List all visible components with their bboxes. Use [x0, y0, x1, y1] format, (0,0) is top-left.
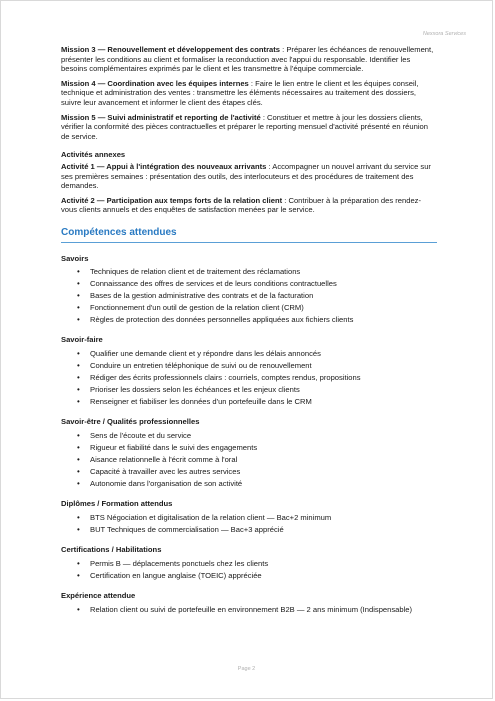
- list-item: [61, 373, 437, 383]
- group-experience: [61, 591, 437, 614]
- mission-5: [61, 113, 437, 142]
- mission-text: : Préparer les échéances de renouvellement, présenter les conditions au client et formaliser la reconduction avec l'appui du responsable. Identifier les besoins complémentaires exprimés par le client et les transmettre à l'équipe commerciale.: [61, 45, 434, 74]
- activity-2: [61, 196, 437, 215]
- list-item: [61, 467, 437, 477]
- bullet-icon: •: [77, 430, 80, 440]
- group-title: Certifications / Habilitations: [61, 545, 162, 555]
- bullet-list: [61, 513, 437, 534]
- list-item-text: Prioriser les dossiers selon les échéances et les enjeux clients: [90, 384, 300, 394]
- list-item-text: Connaissance des offres de services et de leurs conditions contractuelles: [90, 279, 337, 289]
- list-item-text: Certification en langue anglaise (TOEIC) appréciée: [90, 570, 262, 580]
- bullet-icon: •: [77, 454, 80, 464]
- list-item: [61, 455, 437, 465]
- bullet-icon: •: [77, 279, 80, 289]
- mission-title: Mission 3 — Renouvellement et développement des contrats: [61, 45, 281, 54]
- list-item: [61, 571, 437, 581]
- list-item: [61, 479, 437, 489]
- header-company: Nexxora Services: [422, 31, 466, 37]
- group-title: Savoirs: [61, 253, 89, 263]
- list-item-text: Rigueur et fiabilité dans le suivi des engagements: [90, 442, 258, 452]
- group-savoirs: [61, 254, 437, 325]
- group-title: Savoir-faire: [61, 335, 103, 345]
- list-item: [61, 431, 437, 441]
- list-item: [61, 361, 437, 371]
- list-item-text: Conduire un entretien téléphonique de suivi ou de renouvellement: [90, 360, 312, 370]
- mission-title: Mission 4 — Coordination avec les équipes internes: [61, 78, 249, 88]
- bullet-icon: •: [77, 372, 80, 382]
- bullet-icon: •: [77, 478, 80, 488]
- bullet-icon: •: [77, 360, 80, 370]
- list-item: [61, 559, 437, 569]
- bullet-icon: •: [77, 302, 80, 312]
- list-item: [61, 291, 437, 301]
- bullet-icon: •: [77, 604, 80, 614]
- group-title: Expérience attendue: [61, 591, 136, 601]
- page-number: Page 2: [237, 666, 256, 672]
- bullet-icon: •: [77, 384, 80, 394]
- bullet-icon: •: [77, 348, 80, 358]
- group-savoir-faire: [61, 335, 437, 406]
- bullet-icon: •: [77, 290, 80, 300]
- list-item-text: Techniques de relation client et de traitement des réclamations: [90, 267, 301, 277]
- bullet-icon: •: [77, 314, 80, 324]
- list-item-text: Fonctionnement d'un outil de gestion de la relation client (CRM): [90, 302, 304, 312]
- bullet-icon: •: [77, 442, 80, 452]
- list-item-text: Autonomie dans l'organisation de son activité: [90, 478, 243, 488]
- mission-4: [61, 79, 437, 108]
- activity-1: [61, 162, 437, 191]
- list-item-text: BUT Techniques de commercialisation — Bac+3 apprécié: [90, 524, 284, 534]
- list-item: [61, 605, 437, 615]
- section-title-competences: Compétences attendues: [61, 228, 437, 243]
- group-savoir-etre: [61, 417, 437, 488]
- list-item: [61, 267, 437, 277]
- activity-title: Activité 1 — Appui à l'intégration des nouveaux arrivants: [61, 161, 267, 171]
- bullet-icon: •: [77, 267, 80, 277]
- activity-text: : Accompagner un nouvel arrivant du service sur ses premières semaines : présentation des outils, des interlocuteurs et des procédures de traitement des demandes.: [61, 161, 431, 191]
- list-item-text: Relation client ou suivi de portefeuille en environnement B2B — 2 ans minimum (Indispensable): [90, 604, 413, 614]
- mission-3: [61, 45, 437, 74]
- list-item-text: Sens de l'écoute et du service: [90, 430, 192, 440]
- group-certifications: [61, 545, 437, 580]
- bullet-icon: •: [77, 466, 80, 476]
- list-item: [61, 513, 437, 523]
- list-item: [61, 349, 437, 359]
- group-title: Diplômes / Formation attendus: [61, 499, 173, 509]
- list-item: [61, 397, 437, 407]
- group-title: Savoir-être / Qualités professionnelles: [61, 417, 200, 427]
- list-item: [61, 315, 437, 325]
- mission-text: : Constituer et mettre à jour les dossiers clients, vérifier la conformité des pièces contractuelles et préparer le reporting mensuel d'activité présenté en réunion de service.: [61, 112, 428, 141]
- mission-text: : Faire le lien entre le client et les équipes conseil, technique et administration des ventes : transmettre les éléments nécessaires au traitement des dossiers, suivre leur avancement et informer le client des étapes clés.: [61, 78, 419, 107]
- annexes-heading: Activités annexes: [61, 150, 126, 160]
- list-item-text: Capacité à travailler avec les autres services: [90, 466, 241, 476]
- activity-title: Activité 2 — Participation aux temps forts de la relation client: [61, 195, 283, 205]
- list-item-text: Règles de protection des données personnelles appliquées aux fichiers clients: [90, 314, 354, 324]
- list-item-text: Bases de la gestion administrative des contrats et de la facturation: [90, 290, 314, 300]
- mission-title: Mission 5 — Suivi administratif et reporting de l'activité: [61, 112, 261, 122]
- bullet-icon: •: [77, 558, 80, 568]
- page-content: [61, 45, 437, 617]
- list-item-text: Rédiger des écrits professionnels clairs : courriels, comptes rendus, propositions: [90, 372, 361, 382]
- list-item-text: BTS Négociation et digitalisation de la relation client — Bac+2 minimum: [90, 512, 332, 522]
- group-diplomes: [61, 499, 437, 534]
- bullet-icon: •: [77, 524, 80, 534]
- activity-text: : Contribuer à la préparation des rendez-vous clients annuels et des enquêtes de satisfaction menées par le service.: [61, 195, 422, 215]
- bullet-list: [61, 349, 437, 406]
- list-item-text: Aisance relationnelle à l'écrit comme à l'oral: [90, 454, 238, 464]
- list-item-text: Permis B — déplacements ponctuels chez les clients: [90, 558, 269, 568]
- list-item-text: Renseigner et fiabiliser les données d'un portefeuille dans le CRM: [90, 396, 312, 406]
- bullet-icon: •: [77, 396, 80, 406]
- bullet-list: [61, 605, 437, 615]
- list-item: [61, 303, 437, 313]
- bullet-list: [61, 431, 437, 488]
- bullet-icon: •: [77, 512, 80, 522]
- list-item-text: Qualifier une demande client et y répondre dans les délais annoncés: [90, 348, 321, 358]
- list-item: [61, 443, 437, 453]
- bullet-list: [61, 267, 437, 324]
- bullet-list: [61, 559, 437, 580]
- list-item: [61, 279, 437, 289]
- bullet-icon: •: [77, 570, 80, 580]
- list-item: [61, 525, 437, 535]
- list-item: [61, 385, 437, 395]
